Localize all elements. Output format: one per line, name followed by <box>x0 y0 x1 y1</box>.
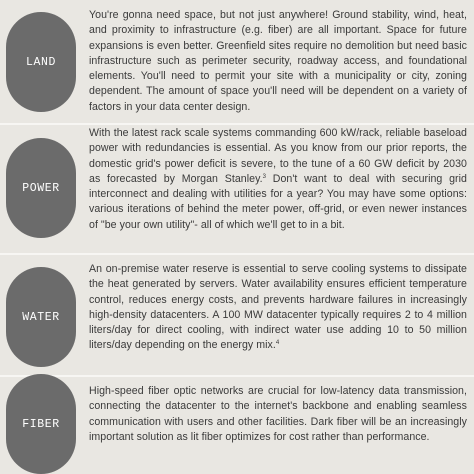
land-badge: LAND <box>6 12 76 112</box>
divider <box>0 375 474 377</box>
power-description-text-part1: With the latest rack scale systems commanding 600 kW/rack, reliable baseload power with redundancies is essential. As you know from our prior reports, the domestic grid's power deficit is severe, to the tune of a 60 GW deficit by 2030 as forecasted by Morgan Stanley. <box>89 127 467 185</box>
divider <box>0 253 474 255</box>
footnote-4: 4 <box>275 340 280 347</box>
water-badge: WATER <box>6 267 76 367</box>
power-description <box>89 126 467 233</box>
footnote-3: 3 <box>262 173 267 180</box>
fiber-description: High-speed fiber optic networks are crucial for low-latency data transmission, connecting the datacenter to the internet's backbone and enabling seamless communication with users and other facilities. Dark fiber will be an increasingly important solution as lit fiber optimizes for cost rather than performance. <box>89 385 467 443</box>
divider <box>0 123 474 125</box>
water-description <box>89 262 467 354</box>
power-badge: POWER <box>6 138 76 238</box>
power-description-text-part2: Don't want to deal with securing grid interconnect and dealing with utilities for a year? You may have some options: various iterations of behind the meter power, off-grid, or even newer instances of "be your own utility"- all of which we'll get to in a bit. <box>89 172 467 231</box>
water-description-text: An on-premise water reserve is essential to serve cooling systems to dissipate the heat generated by servers. Water availability ensures efficient temperature control, reduces energy costs, and prevents hardware failures in increasingly high-density datacenters. A 100 MW datacenter typically requires 2 to 4 million liters/day for direct cooling, with indirect water use adding 10 to 50 million liters/day depending on the energy mix. <box>89 263 467 352</box>
fiber-badge: FIBER <box>6 374 76 474</box>
land-description: You're gonna need space, but not just anywhere! Ground stability, wind, heat, and proximity to infrastructure (e.g. fiber) are all important. Space for future expansions is even better. Greenfield sites require no demolition but need basic infrastructure such as perimeter security, roadway access, and foundational elements. You'll need to permit your site with a municipality or city, zoning dependent. The amount of space you'll need will be dependent on a variety of factors in your data center design. <box>89 9 467 113</box>
